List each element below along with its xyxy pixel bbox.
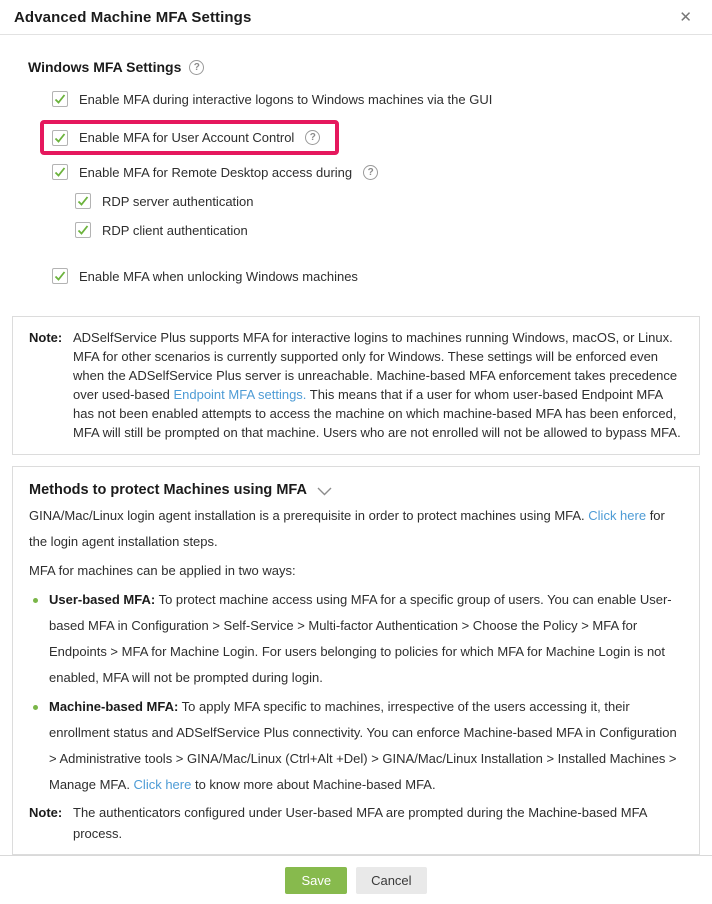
checkbox-interactive-logons[interactable] (52, 91, 68, 107)
checkbox-uac[interactable] (52, 130, 68, 146)
note-text-after: This means that if a user for whom user-based Endpoint MFA has not been enabled attempts to access the machine on which machine-based MFA has been enforced, MFA will still be prompted on that machine. Users who are not enrolled will not be allowed to bypass MFA. (73, 387, 681, 440)
checkbox-label: Enable MFA for Remote Desktop access during (79, 164, 353, 180)
methods-heading-row[interactable] (29, 482, 683, 498)
save-button[interactable]: Save (285, 867, 347, 894)
bullet-text-before: To apply MFA specific to machines, irrespective of the users accessing it, their enrollment status and ADSelfService Plus connectivity. You can enforce Machine-based MFA in Configuration > Administrative tools > GINA/Mac/Linux (Ctrl+Alt +Del) > GINA/Mac/Linux Installation > Installed Machines > Manage MFA. (49, 699, 677, 792)
methods-intro (29, 503, 683, 555)
checkbox-rdp-client[interactable] (75, 222, 91, 238)
dialog-footer (0, 855, 712, 904)
checkmark-icon (77, 224, 89, 236)
note-label: Note: (29, 330, 63, 345)
section-title: Windows MFA Settings (28, 59, 182, 75)
checkbox-rdp-server[interactable] (75, 193, 91, 209)
bullet-user-based-mfa (29, 587, 683, 691)
help-icon[interactable]: ? (189, 60, 204, 75)
note-box (12, 316, 700, 455)
methods-box (12, 466, 700, 855)
checkmark-icon (54, 166, 66, 178)
bullet-machine-based-mfa (29, 694, 683, 798)
checkbox-label: Enable MFA when unlocking Windows machines (79, 268, 358, 284)
windows-mfa-section-heading (28, 59, 712, 75)
methods-bullet-list (29, 587, 683, 798)
install-steps-link[interactable]: Click here (588, 508, 647, 523)
checkbox-row-rdp-access (52, 164, 712, 180)
checkbox-label: Enable MFA for User Account Control (79, 130, 295, 145)
note-text: The authenticators configured under User-based MFA are prompted during the Machine-based MFA process. (73, 805, 647, 841)
note-text-before: ADSelfService Plus supports MFA for interactive logins to machines running Windows, macOS, or Linux. MFA for other scenarios is currently supported only for Windows. These settings will be enforced even when the ADSelfService Plus server is unreachable. Machine-based MFA enforcement takes precedence over used-based (73, 330, 678, 402)
bullet-label: User-based MFA: (49, 592, 156, 607)
checkmark-icon (77, 195, 89, 207)
methods-ways-text: MFA for machines can be applied in two ways: (29, 563, 296, 578)
dialog-title: Advanced Machine MFA Settings (14, 9, 252, 26)
checkmark-icon (54, 270, 66, 282)
note-label: Note: (29, 805, 63, 820)
checkbox-row-rdp-client (75, 222, 712, 238)
checkbox-label: Enable MFA during interactive logons to Windows machines via the GUI (79, 91, 493, 107)
checkbox-row-rdp-server (75, 193, 712, 209)
help-icon[interactable]: ? (305, 130, 320, 145)
checkbox-unlock[interactable] (52, 268, 68, 284)
close-icon[interactable]: ✕ (679, 9, 692, 26)
intro-before: GINA/Mac/Linux login agent installation is a prerequisite in order to protect machines using MFA. (29, 508, 589, 523)
checkbox-rdp-access[interactable] (52, 164, 68, 180)
dialog-header (0, 0, 712, 35)
note-text (73, 328, 683, 442)
checkbox-label: RDP server authentication (102, 193, 254, 209)
cancel-button[interactable]: Cancel (356, 867, 426, 894)
checkbox-row-uac (52, 128, 320, 147)
chevron-down-icon[interactable] (317, 487, 332, 496)
bullet-text: To protect machine access using MFA for a specific group of users. You can enable User-based MFA in Configuration > Self-Service > Multi-factor Authentication > Choose the Policy > MFA for Endpoints > MFA for Machine Login. For users belonging to policies for which MFA for Machine Login is not enabled, MFA will not be prompted during login. (49, 592, 672, 685)
help-icon[interactable]: ? (363, 165, 378, 180)
bullet-label: Machine-based MFA: (49, 699, 179, 714)
checkbox-row-interactive-logons (52, 91, 712, 107)
methods-title: Methods to protect Machines using MFA (29, 482, 307, 498)
endpoint-mfa-settings-link[interactable]: Endpoint MFA settings. (173, 387, 307, 402)
checkbox-label: RDP client authentication (102, 222, 248, 238)
checkmark-icon (54, 93, 66, 105)
checkbox-row-unlock (52, 268, 712, 284)
uac-highlight-box (40, 120, 339, 155)
methods-note (29, 802, 683, 844)
machine-mfa-link[interactable]: Click here (133, 777, 192, 792)
checkmark-icon (54, 132, 66, 144)
intro-after: for the login agent installation steps. (29, 508, 665, 549)
bullet-text-after: to know more about Machine-based MFA. (191, 777, 436, 792)
